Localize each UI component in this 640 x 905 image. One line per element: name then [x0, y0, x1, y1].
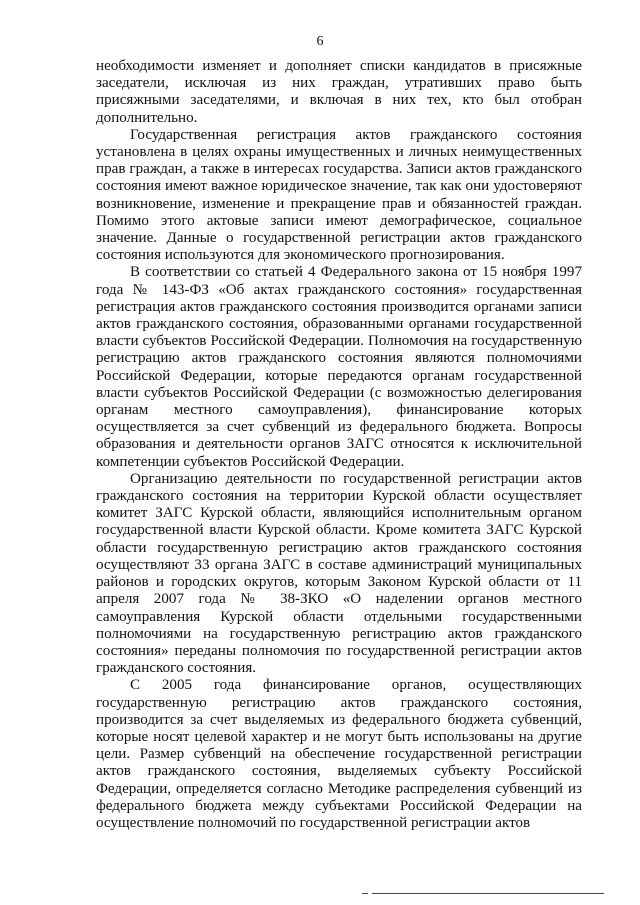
page-number: 6: [316, 34, 324, 49]
document-body: [96, 58, 582, 832]
paragraph-kursk-organization: Организацию деятельности по государственной регистрации актов гражданского состояния на территории Курской области осуществляет комитет ЗАГС Курской области, являющийся исполнительным органом государственной власти Курской области. Кроме комитета ЗАГС Курской области государственную регистрацию актов гражданского состояния осуществляют 33 органа ЗАГС в составе администраций муниципальных районов и городских округов, которым Законом Курской области от 11 апреля 2007 года № 38-ЗКО «О наделении органов местного самоуправления Курской области отдельными государственными полномочиями на государственную регистрацию актов гражданского состояния» переданы полномочия по государственной регистрации актов гражданского состояния.: [96, 470, 582, 677]
paragraph-federal-law: В соответствии со статьей 4 Федерального закона от 15 ноября 1997 года № 143-ФЗ «Об актах гражданского состояния» государственная регистрация актов гражданского состояния производится органами записи актов гражданского состояния, образованными органами государственной власти субъектов Российской Федерации. Полномочия на государственную регистрацию актов гражданского состояния являются полномочиями Российской Федерации, которые передаются органам государственной власти субъектов Российской Федерации (с возможностью делегирования органам местного самоуправления), финансирование которых осуществляется за счет субвенций из федерального бюджета. Вопросы образования и деятельности органов ЗАГС относятся к исключительной компетенции субъектов Российской Федерации.: [96, 264, 582, 470]
paragraph-state-registration-purpose: Государственная регистрация актов гражданского состояния установлена в целях охраны имущественных и личных неимущественных прав граждан, а также в интересах государства. Записи актов гражданского состояния имеют важное юридическое значение, так как они удостоверяют возникновение, изменение и прекращение прав и обязанностей граждан. Помимо этого актовые записи имеют демографическое, социальное значение. Данные о государственной регистрации актов гражданского состояния используются для экономического прогнозирования.: [96, 126, 582, 264]
footer-divider-short: [362, 893, 368, 894]
paragraph-financing: С 2005 года финансирование органов, осуществляющих государственную регистрацию актов гражданского состояния, производится за счет выделяемых из федерального бюджета субвенций, которые носят целевой характер и не могут быть использованы на другие цели. Размер субвенций на обеспечение государственной регистрации актов гражданского состояния, выделяемых субъекту Российской Федерации, определяется согласно Методике распределения субвенций из федерального бюджета между субъектами Российской Федерации на осуществление полномочий по государственной регистрации актов: [96, 677, 582, 831]
footer-divider: [372, 893, 604, 894]
paragraph-continuation: необходимости изменяет и дополняет списки кандидатов в присяжные заседатели, исключая из них граждан, утративших право быть присяжными заседателями, и включая в них тех, кто был отобран дополнительно.: [96, 58, 582, 126]
